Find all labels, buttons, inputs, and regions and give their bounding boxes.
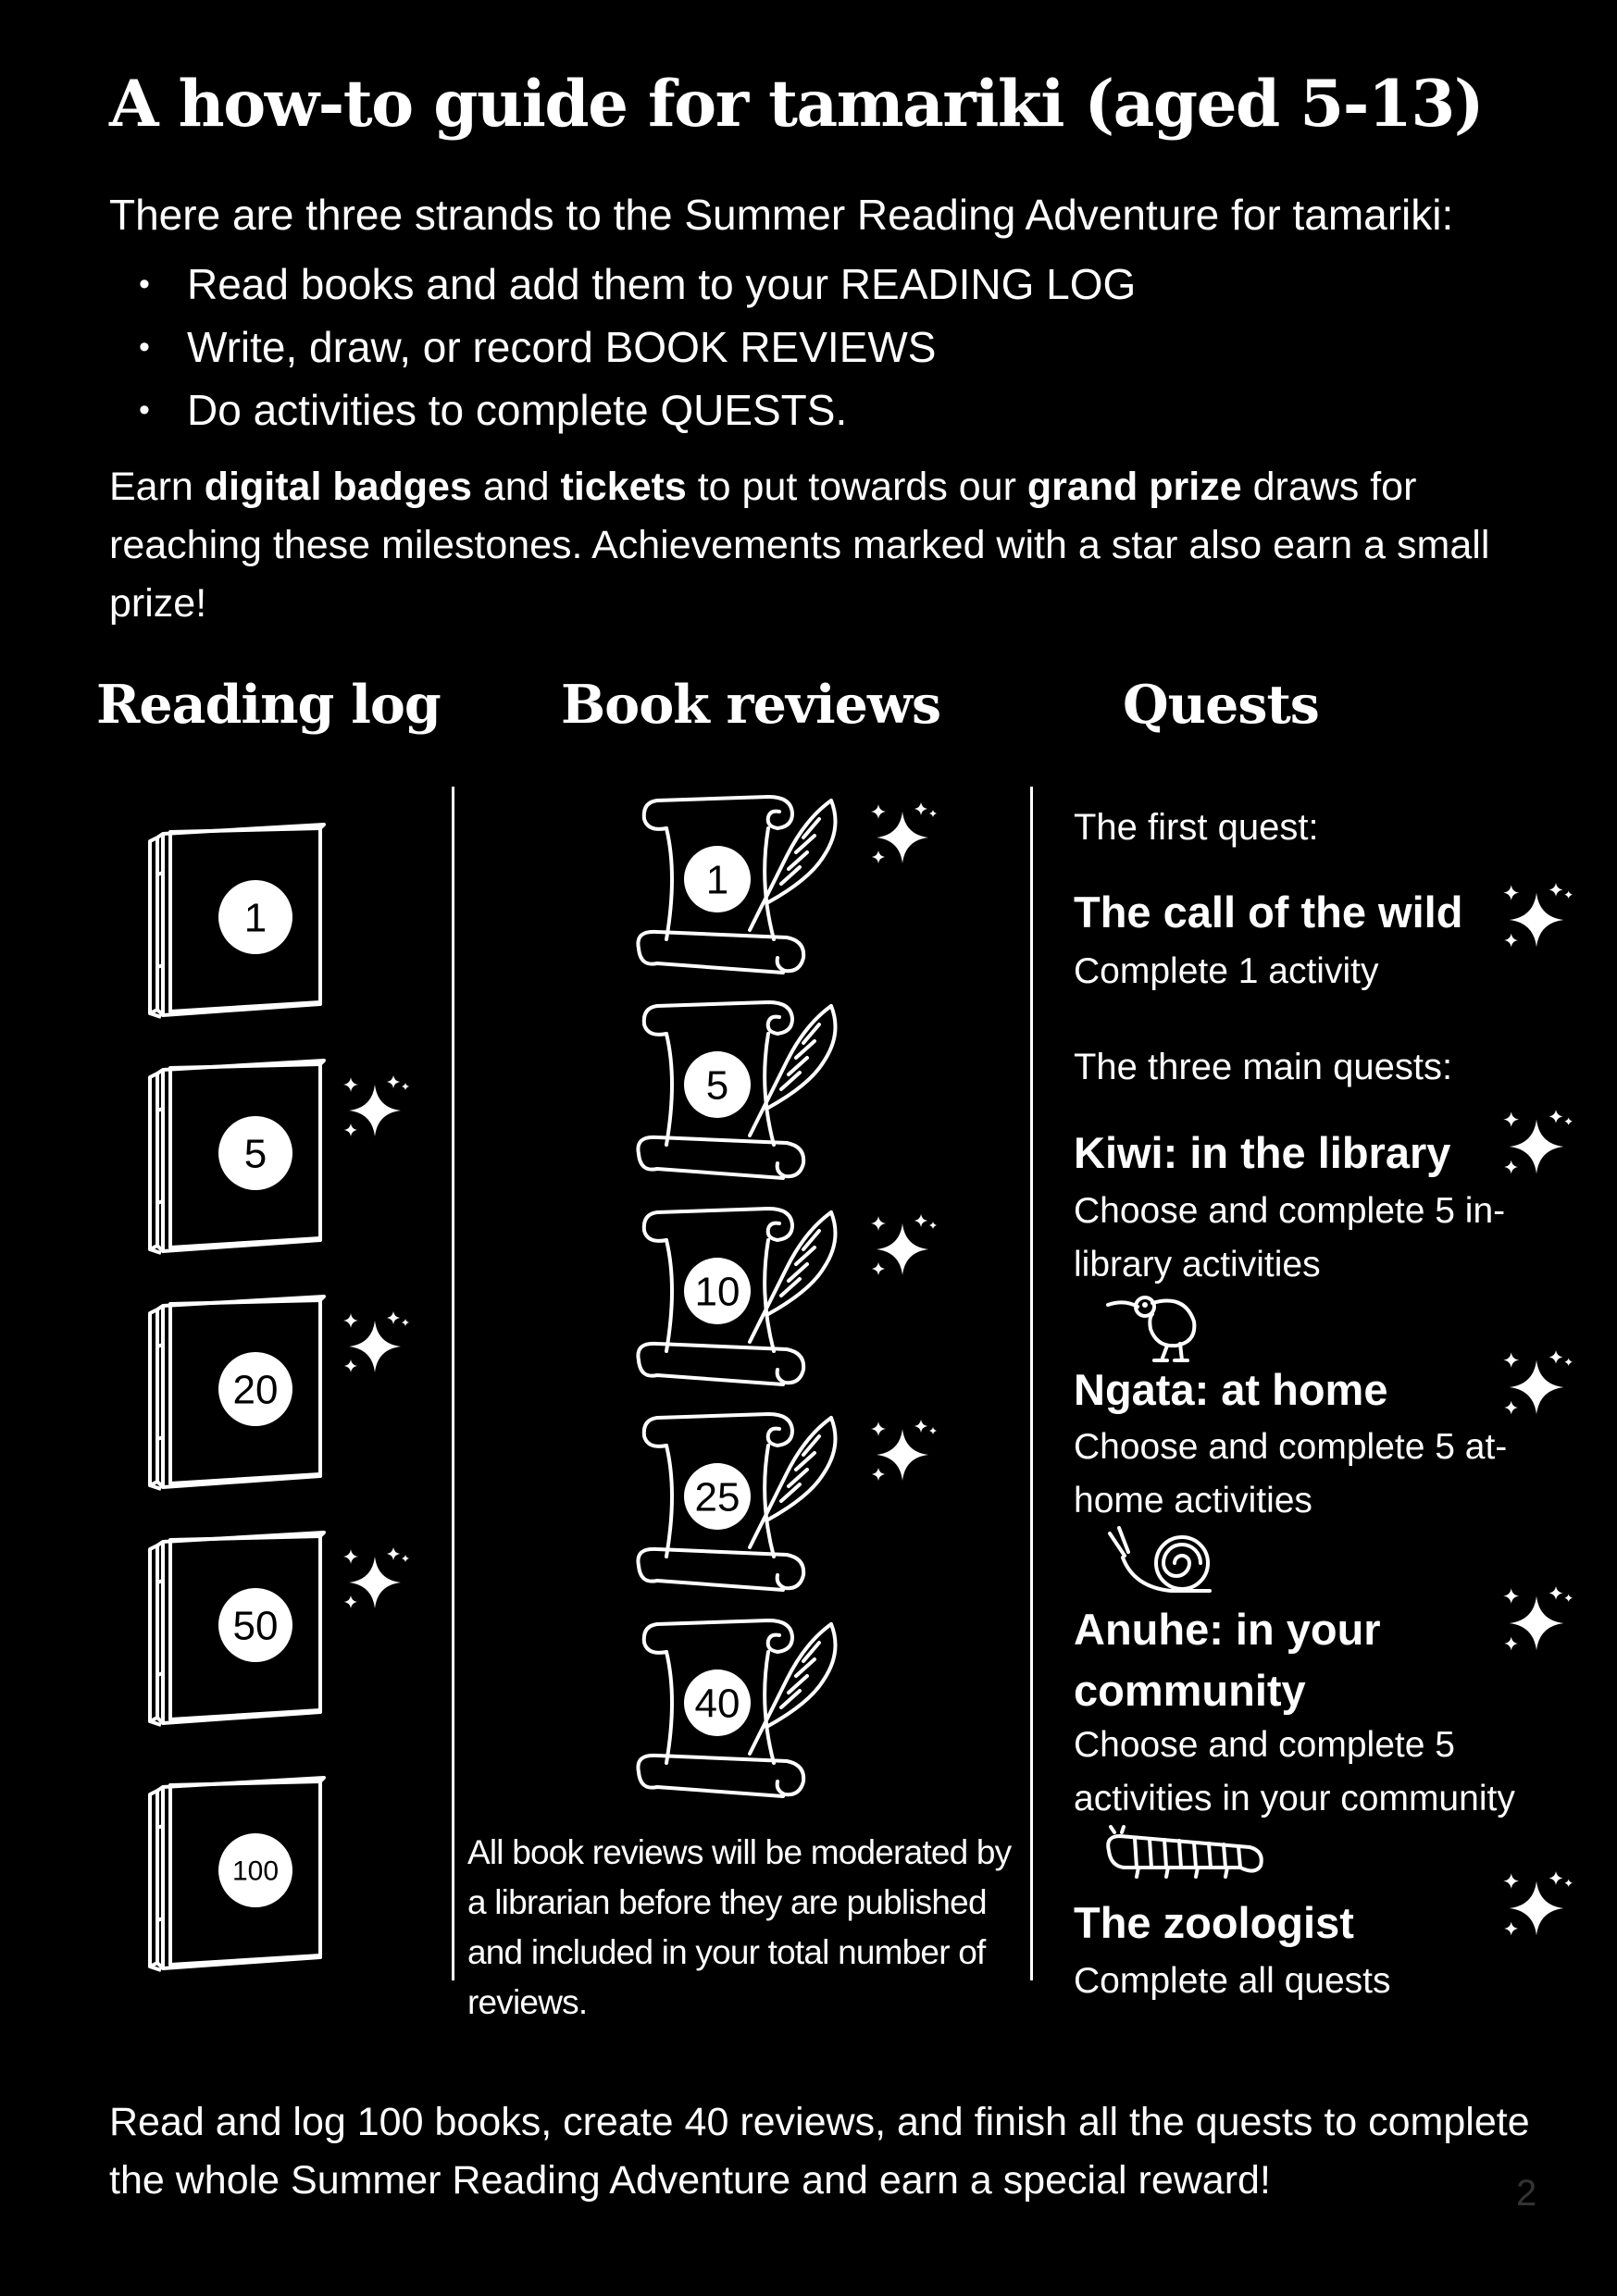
strand-item: • Do activities to complete QUESTS. bbox=[139, 379, 1136, 441]
review-moderation-note: All book reviews will be moderated by a librarian before they are published and included in your total number of reviews. bbox=[467, 1833, 1012, 2021]
sparkle-star-icon bbox=[1498, 881, 1575, 959]
quest-title-zoologist: The zoologist bbox=[1074, 1898, 1354, 1947]
milestone-number: 5 bbox=[705, 1062, 729, 1109]
quests-heading: Quests bbox=[1123, 674, 1319, 736]
caterpillar-icon bbox=[1101, 1827, 1268, 1882]
strand-item: • Read books and add them to your READING LOG bbox=[139, 253, 1136, 316]
sparkle-star-icon bbox=[1498, 1348, 1575, 1426]
quest-title-kiwi: Kiwi: in the library bbox=[1074, 1128, 1451, 1177]
sparkle-star-icon bbox=[1498, 1584, 1575, 1662]
sparkle-star-icon bbox=[338, 1074, 412, 1148]
quest-desc: Complete 1 activity bbox=[1074, 951, 1379, 991]
book-reviews-heading: Book reviews bbox=[561, 674, 941, 736]
earn-paragraph: Earn digital badges and tickets to put towards our grand prize draws for reaching these milestones. Achievements marked with a star also earn a small prize! bbox=[109, 465, 1490, 626]
quest-desc: Complete all quests bbox=[1074, 1961, 1391, 2001]
column-divider bbox=[1030, 787, 1033, 1980]
sparkle-star-icon bbox=[338, 1309, 412, 1384]
sparkle-star-icon bbox=[338, 1545, 412, 1620]
sparkle-star-icon bbox=[865, 1212, 939, 1286]
milestone-number: 1 bbox=[705, 857, 729, 903]
sparkle-star-icon bbox=[865, 800, 939, 875]
milestone-number: 10 bbox=[694, 1269, 740, 1315]
review-scroll-icon bbox=[629, 1615, 870, 1809]
milestone-number: 1 bbox=[243, 895, 267, 941]
digital-badges-text: digital badges bbox=[204, 465, 472, 509]
milestone-number: 100 bbox=[231, 1855, 280, 1887]
quest-desc: Choose and complete 5 activities in your community bbox=[1074, 1725, 1515, 1818]
main-quests-label: The three main quests: bbox=[1074, 1047, 1453, 1087]
milestone-number: 5 bbox=[243, 1131, 267, 1177]
page-number: 2 bbox=[1516, 2173, 1537, 2214]
book-badge-icon bbox=[148, 1527, 333, 1731]
review-scroll-icon bbox=[629, 791, 870, 986]
review-scroll-icon bbox=[629, 1203, 870, 1397]
review-scroll-icon bbox=[629, 1409, 870, 1603]
footer-text bbox=[109, 2093, 1562, 2210]
footer-line: Read and log 100 books, create 40 reviews, and finish all the quests to complete the whole Summer Reading Adventure and earn a special reward! bbox=[109, 2100, 1530, 2203]
milestone-number: 25 bbox=[694, 1474, 740, 1520]
reading-log-heading: Reading log bbox=[96, 674, 441, 736]
sparkle-star-icon bbox=[865, 1418, 939, 1492]
sparkle-star-icon bbox=[1498, 1108, 1575, 1185]
quest-desc: Choose and complete 5 at-home activities bbox=[1074, 1427, 1508, 1520]
tickets-text: tickets bbox=[560, 465, 687, 509]
grand-prize-text: grand prize bbox=[1026, 465, 1242, 509]
quest-desc: Choose and complete 5 in-library activities bbox=[1074, 1191, 1506, 1285]
book-badge-icon bbox=[148, 819, 333, 1023]
strands-list bbox=[139, 253, 1136, 441]
book-badge-icon bbox=[148, 1055, 333, 1259]
sparkle-star-icon bbox=[1498, 1869, 1575, 1947]
milestone-number: 40 bbox=[694, 1681, 740, 1727]
column-divider bbox=[452, 787, 454, 1980]
kiwi-bird-icon bbox=[1106, 1288, 1208, 1362]
first-quest-label: The first quest: bbox=[1074, 807, 1319, 848]
milestone-number: 20 bbox=[232, 1367, 279, 1413]
review-scroll-icon bbox=[629, 997, 870, 1191]
quest-title-call-of-the-wild: The call of the wild bbox=[1074, 887, 1463, 937]
strand-item: • Write, draw, or record BOOK REVIEWS bbox=[139, 316, 1136, 379]
milestone-number: 50 bbox=[232, 1603, 279, 1649]
book-badge-icon bbox=[148, 1772, 333, 1976]
book-badge-icon bbox=[148, 1291, 333, 1495]
snail-icon bbox=[1106, 1524, 1217, 1598]
quest-title-ngata: Ngata: at home bbox=[1074, 1365, 1388, 1414]
intro-text: There are three strands to the Summer Reading Adventure for tamariki: bbox=[109, 191, 1454, 239]
quest-title-anuhe: Anuhe: in your community bbox=[1074, 1605, 1381, 1715]
page-title: A how-to guide for tamariki (aged 5-13) bbox=[109, 67, 1484, 142]
